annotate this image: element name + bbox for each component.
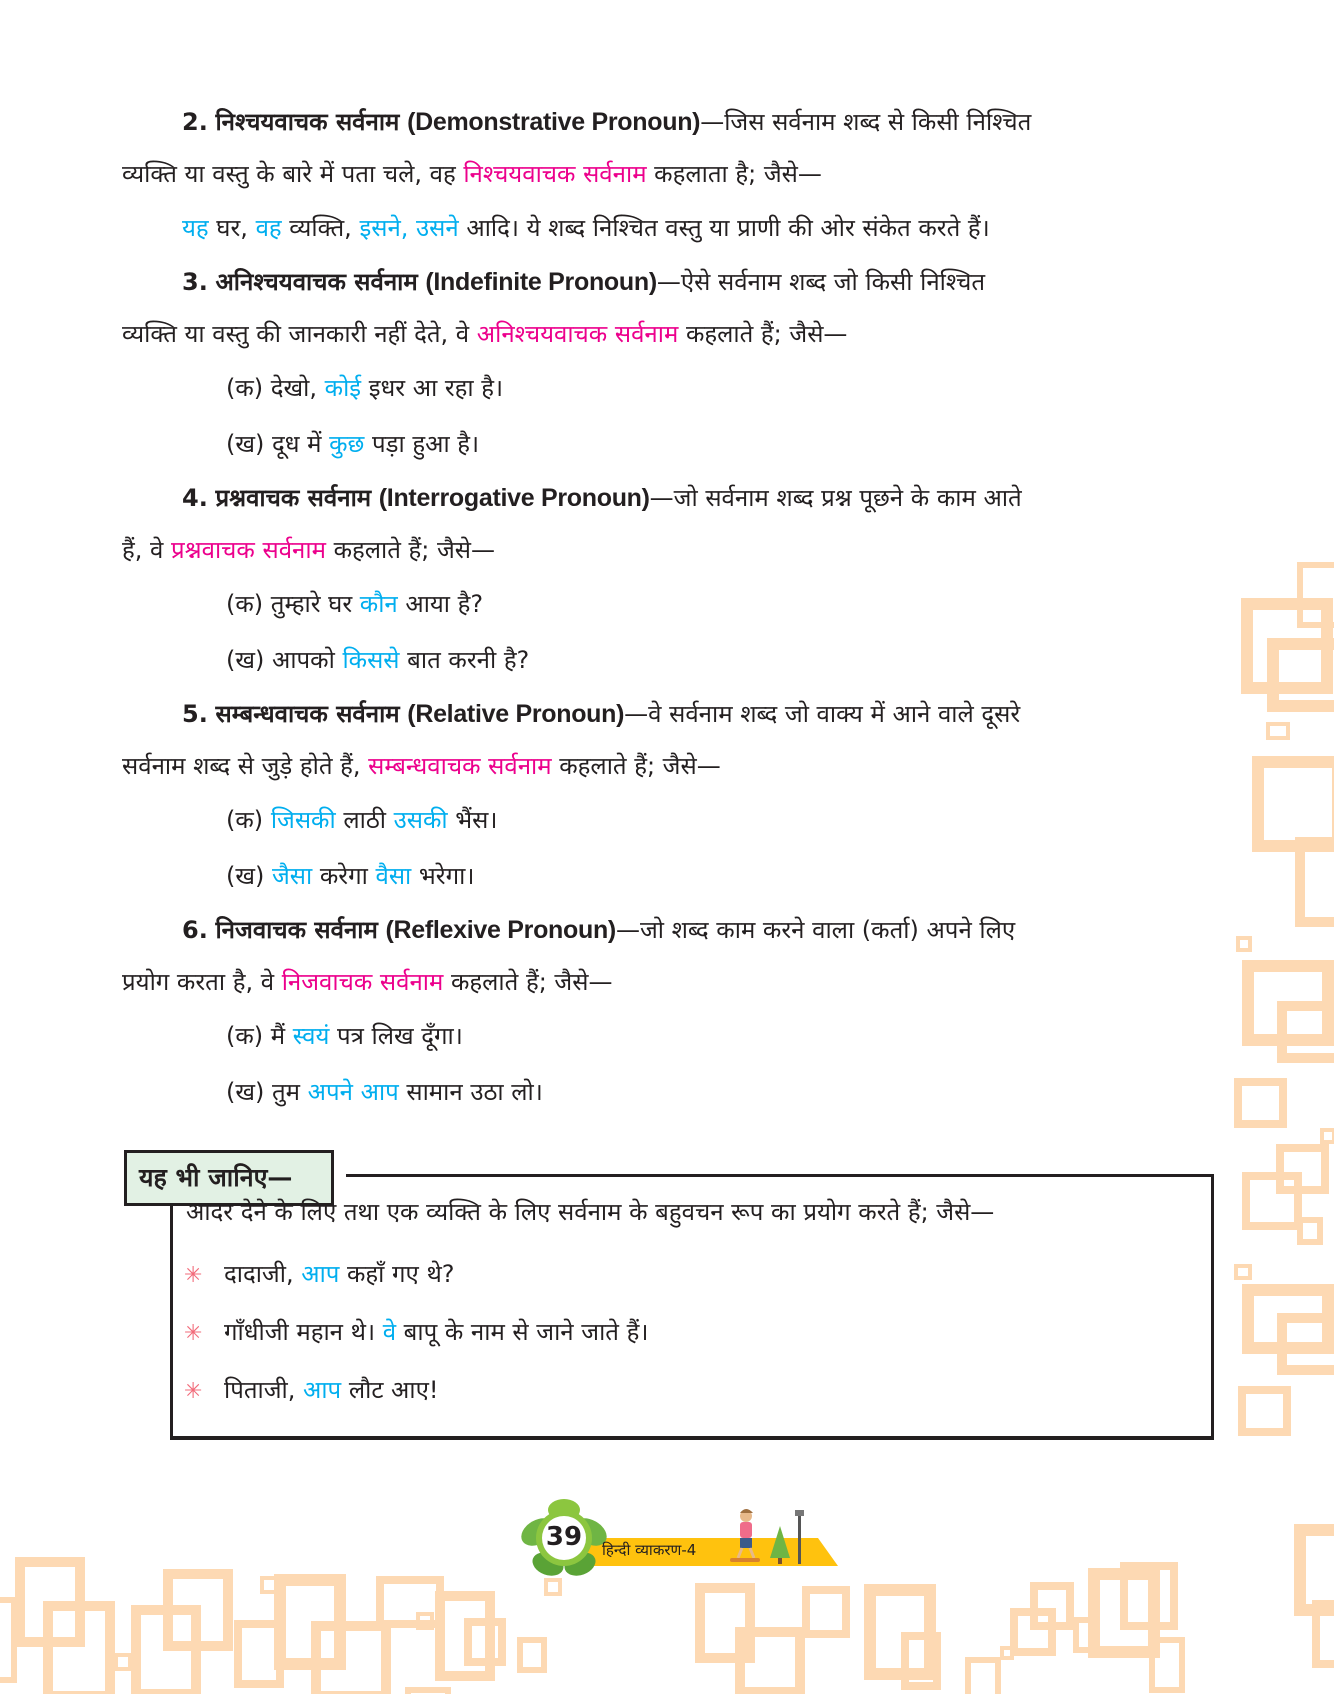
example-label: (क) bbox=[226, 1022, 264, 1050]
example-word: इसने, उसने bbox=[359, 214, 459, 242]
info-box-list bbox=[184, 1246, 648, 1420]
definition-text: कहलाता है; जैसे— bbox=[646, 160, 822, 188]
example-word: किससे bbox=[342, 646, 400, 674]
definition-text: व्यक्ति या वस्तु की जानकारी नहीं देते, वे bbox=[122, 320, 477, 348]
definition-text: —वे सर्वनाम शब्द जो वाक्य में आने वाले दूसरे bbox=[624, 700, 1021, 728]
example-item bbox=[122, 416, 1212, 472]
example-label: (क) bbox=[226, 590, 264, 618]
asterisk-bullet-icon: ✳ bbox=[184, 1263, 203, 1288]
example-word: कौन bbox=[359, 590, 398, 618]
definition-text: कहलाते हैं; जैसे— bbox=[551, 752, 721, 780]
skateboarder-illustration-icon bbox=[728, 1508, 764, 1564]
section-number: 6. bbox=[182, 916, 208, 944]
section-title-hindi: प्रश्नवाचक सर्वनाम bbox=[215, 484, 372, 512]
keyword-highlight: प्रश्नवाचक सर्वनाम bbox=[170, 536, 326, 564]
definition-text: प्रयोग करता है, वे bbox=[122, 968, 282, 996]
item-text: गाँधीजी महान थे। bbox=[224, 1318, 383, 1346]
tree-and-lamp-icon bbox=[768, 1508, 808, 1566]
example-label: (क) bbox=[226, 806, 264, 834]
keyword-highlight: अनिश्चयवाचक सर्वनाम bbox=[476, 320, 679, 348]
section-title-english: (Relative Pronoun) bbox=[407, 700, 625, 728]
definition-text: —जिस सर्वनाम शब्द से किसी निश्चित bbox=[700, 108, 1032, 136]
definition-text: —जो शब्द काम करने वाला (कर्ता) अपने लिए bbox=[615, 916, 1016, 944]
example-item bbox=[122, 360, 1212, 416]
keyword-highlight: सम्बन्धवाचक सर्वनाम bbox=[368, 752, 552, 780]
section-demonstrative-definition bbox=[122, 96, 1212, 200]
example-word: वे bbox=[382, 1318, 397, 1346]
section-demonstrative-example bbox=[122, 200, 1212, 256]
example-item bbox=[122, 1064, 1212, 1120]
example-word: स्वयं bbox=[292, 1022, 330, 1050]
definition-text: कहलाते हैं; जैसे— bbox=[325, 536, 496, 564]
item-text: पिताजी, bbox=[224, 1376, 304, 1404]
section-title-english: (Reflexive Pronoun) bbox=[385, 916, 616, 944]
definition-text: कहलाते हैं; जैसे— bbox=[678, 320, 848, 348]
example-text: भरेगा। bbox=[411, 862, 475, 890]
info-box-title: यह भी जानिए— bbox=[124, 1150, 334, 1206]
example-word: आप bbox=[303, 1376, 342, 1404]
example-text: व्यक्ति, bbox=[281, 214, 360, 242]
book-title: हिन्दी व्याकरण-4 bbox=[602, 1541, 697, 1559]
list-item bbox=[184, 1362, 648, 1420]
did-you-know-box bbox=[124, 1150, 1214, 1440]
info-box-top-rule bbox=[346, 1174, 1214, 1177]
example-word: वैसा bbox=[375, 862, 412, 890]
example-text bbox=[263, 806, 271, 834]
section-interrogative-definition bbox=[122, 472, 1212, 576]
example-word: जैसा bbox=[272, 862, 313, 890]
list-item bbox=[184, 1304, 648, 1362]
example-text: बात करनी है? bbox=[399, 646, 530, 674]
example-text: आया है? bbox=[397, 590, 484, 618]
example-text: आपको bbox=[264, 646, 343, 674]
section-number: 5. bbox=[182, 700, 208, 728]
section-indefinite-definition bbox=[122, 256, 1212, 360]
section-title-english: (Interrogative Pronoun) bbox=[378, 484, 650, 512]
example-label: (क) bbox=[226, 374, 264, 402]
example-text: मैं bbox=[263, 1022, 293, 1050]
example-word: कोई bbox=[324, 374, 362, 402]
example-text: इधर आ रहा है। bbox=[361, 374, 504, 402]
page-number: 39 bbox=[545, 1522, 583, 1552]
section-title-hindi: निजवाचक सर्वनाम bbox=[215, 916, 378, 944]
example-item bbox=[122, 792, 1212, 848]
list-item bbox=[184, 1246, 648, 1304]
example-text: आदि। ये शब्द निश्चित वस्तु या प्राणी की ओर संकेत करते हैं। bbox=[458, 214, 990, 242]
example-word: आप bbox=[301, 1260, 340, 1288]
example-text: देखो, bbox=[263, 374, 325, 402]
keyword-highlight: निश्चयवाचक सर्वनाम bbox=[463, 160, 647, 188]
section-relative-definition bbox=[122, 688, 1212, 792]
item-text: कहाँ गए थे? bbox=[339, 1260, 455, 1288]
keyword-highlight: निजवाचक सर्वनाम bbox=[281, 968, 444, 996]
example-item bbox=[122, 1008, 1212, 1064]
example-text: करेगा bbox=[312, 862, 376, 890]
section-number: 3. bbox=[182, 268, 208, 296]
definition-text: कहलाते हैं; जैसे— bbox=[443, 968, 613, 996]
section-title-hindi: सम्बन्धवाचक सर्वनाम bbox=[215, 700, 400, 728]
item-text: बापू के नाम से जाने जाते हैं। bbox=[396, 1318, 649, 1346]
section-title-hindi: निश्चयवाचक सर्वनाम bbox=[215, 108, 400, 136]
example-label: (ख) bbox=[226, 1078, 265, 1106]
example-word: यह bbox=[182, 214, 209, 242]
example-label: (ख) bbox=[226, 862, 265, 890]
section-title-english: (Indefinite Pronoun) bbox=[425, 268, 657, 296]
example-word: उसकी bbox=[393, 806, 448, 834]
section-title-hindi: अनिश्चयवाचक सर्वनाम bbox=[215, 268, 418, 296]
section-reflexive-definition bbox=[122, 904, 1212, 1008]
definition-text: हैं, वे bbox=[122, 536, 171, 564]
example-item bbox=[122, 576, 1212, 632]
definition-text: —ऐसे सर्वनाम शब्द जो किसी निश्चित bbox=[656, 268, 985, 296]
definition-text: —जो सर्वनाम शब्द प्रश्न पूछने के काम आते bbox=[649, 484, 1022, 512]
example-item bbox=[122, 848, 1212, 904]
section-number: 4. bbox=[182, 484, 208, 512]
example-text: लाठी bbox=[335, 806, 394, 834]
example-text: दूध में bbox=[264, 430, 330, 458]
section-title-english: (Demonstrative Pronoun) bbox=[407, 108, 701, 136]
example-text: भैंस। bbox=[447, 806, 498, 834]
item-text: दादाजी, bbox=[224, 1260, 302, 1288]
example-word: वह bbox=[255, 214, 282, 242]
definition-text: सर्वनाम शब्द से जुड़े होते हैं, bbox=[122, 752, 369, 780]
main-content bbox=[122, 96, 1212, 1120]
page-footer bbox=[518, 1504, 818, 1574]
asterisk-bullet-icon: ✳ bbox=[184, 1379, 203, 1404]
example-text: घर, bbox=[208, 214, 256, 242]
example-text: पत्र लिख दूँगा। bbox=[329, 1022, 463, 1050]
example-text: सामान उठा लो। bbox=[398, 1078, 543, 1106]
example-item bbox=[122, 632, 1212, 688]
example-label: (ख) bbox=[226, 646, 265, 674]
item-text: लौट आए! bbox=[341, 1376, 439, 1404]
definition-text: व्यक्ति या वस्तु के बारे में पता चले, वह bbox=[122, 160, 464, 188]
asterisk-bullet-icon: ✳ bbox=[184, 1321, 203, 1346]
example-text: पड़ा हुआ है। bbox=[364, 430, 480, 458]
example-text: तुम्हारे घर bbox=[263, 590, 360, 618]
section-number: 2. bbox=[182, 108, 208, 136]
example-word: अपने आप bbox=[307, 1078, 399, 1106]
info-box-intro: आदर देने के लिए तथा एक व्यक्ति के लिए सर्वनाम के बहुवचन रूप का प्रयोग करते हैं; जैसे— bbox=[186, 1198, 995, 1226]
example-word: जिसकी bbox=[270, 806, 336, 834]
example-text: तुम bbox=[264, 1078, 308, 1106]
example-label: (ख) bbox=[226, 430, 265, 458]
example-word: कुछ bbox=[329, 430, 365, 458]
example-text bbox=[264, 862, 272, 890]
